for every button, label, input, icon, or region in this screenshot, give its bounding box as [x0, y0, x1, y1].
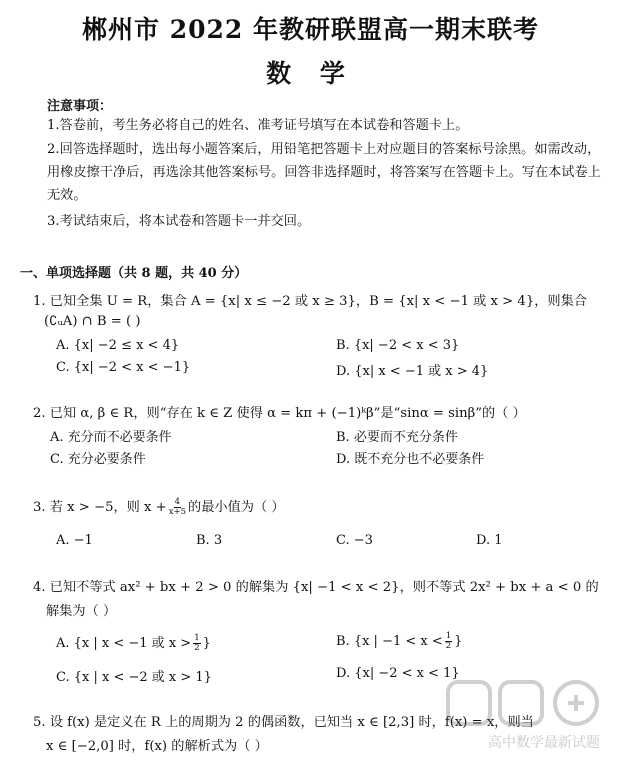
- q4-option-c: C. {x | x < −2 或 x > 1}: [56, 670, 212, 685]
- notice-item-1: 1.答卷前，考生务必将自己的姓名、准考证号填写在本试卷和答题卡上。: [47, 118, 469, 133]
- q2-option-c: C. 充分必要条件: [50, 452, 146, 467]
- q4-option-a-post: }: [202, 636, 211, 651]
- notice-item-2: 2.回答选择题时，选出每小题答案后，用铅笔把答题卡上对应题目的答案标号涂黑。如需改动，用橡皮擦干净后，再选涂其他答案标号。回答非选择题时，将答案写在答题卡上。写在本试卷上无效。: [47, 142, 601, 203]
- watermark: [438, 676, 613, 761]
- q1-option-a: A. {x| −2 ≤ x < 4}: [56, 338, 180, 353]
- q4-option-b-pre: B. {x | −1 < x <: [336, 634, 443, 649]
- q3-stem: [33, 496, 285, 517]
- q4-option-a: [56, 632, 211, 653]
- q2-option-b: B. 必要而不充分条件: [336, 430, 458, 445]
- q4-option-b: [336, 632, 462, 651]
- q4-option-b-fraction: [445, 632, 452, 651]
- q1-option-c: C. {x| −2 < x < −1}: [56, 360, 191, 375]
- q4-stem-line1: 4. 已知不等式 ax² + bx + 2 > 0 的解集为 {x| −1 < x < 2}，则不等式 2x² + bx + a < 0 的: [33, 580, 599, 595]
- q5-stem-line2: x ∈ [−2,0] 时，f(x) 的解析式为（ ）: [46, 739, 268, 754]
- watermark-text: 高中数学最新试题: [488, 735, 600, 751]
- q3-fraction-numerator: 4: [174, 497, 181, 507]
- notice-heading: 注意事项：: [47, 99, 113, 114]
- exam-title: 郴州市 2022 年教研联盟高一期末联考: [82, 15, 539, 44]
- q4-option-a-fraction: [193, 634, 200, 653]
- subject-title: 数 学: [266, 59, 355, 88]
- q3-fraction-denominator: x+5: [168, 507, 187, 517]
- q3-stem-pre: 3. 若 x > −5，则 x +: [33, 500, 167, 515]
- notice-item-3: 3.考试结束后，将本试卷和答题卡一并交回。: [47, 214, 311, 229]
- q5-stem-line1: 5. 设 f(x) 是定义在 R 上的周期为 2 的偶函数，已知当 x ∈ [2,3] 时，f(x) = x，则当: [33, 715, 534, 730]
- q1-stem-line2: (∁ᵤA) ∩ B = ( ): [44, 314, 141, 329]
- q4-option-d: D. {x| −2 < x < 1}: [336, 666, 460, 681]
- q4-option-a-numerator: 1: [194, 633, 200, 643]
- q4-option-b-denominator: 2: [445, 641, 452, 651]
- q4-option-b-numerator: 1: [445, 631, 452, 641]
- q3-fraction: [169, 498, 186, 517]
- q3-option-d: D. 1: [476, 533, 503, 548]
- q2-option-d: D. 既不充分也不必要条件: [336, 452, 485, 467]
- q4-option-a-denominator: 2: [194, 643, 200, 653]
- q4-option-a-pre: A. {x | x < −1 或 x >: [56, 636, 192, 651]
- q1-option-b: B. {x| −2 < x < 3}: [336, 338, 460, 353]
- q1-option-d: D. {x| x < −1 或 x > 4}: [336, 364, 489, 379]
- q4-stem-line2: 解集为（ ）: [46, 604, 117, 619]
- q3-stem-post: 的最小值为（ ）: [188, 500, 285, 515]
- watermark-logo-icon: [438, 676, 613, 736]
- q3-option-b: B. 3: [196, 533, 223, 548]
- q4-option-b-post: }: [454, 634, 463, 649]
- q2-option-a: A. 充分而不必要条件: [50, 430, 172, 445]
- section-heading: 一、单项选择题（共 8 题，共 40 分）: [20, 266, 248, 281]
- q2-stem: 2. 已知 α, β ∈ R，则“存在 k ∈ Z 使得 α = kπ + (−1)ᵏβ”是“sinα = sinβ”的（ ）: [33, 406, 526, 421]
- q3-option-a: A. −1: [56, 533, 93, 548]
- q1-stem-line1: 1. 已知全集 U = R，集合 A = {x| x ≤ −2 或 x ≥ 3}，B = {x| x < −1 或 x > 4}，则集合: [33, 294, 587, 309]
- q3-option-c: C. −3: [336, 533, 373, 548]
